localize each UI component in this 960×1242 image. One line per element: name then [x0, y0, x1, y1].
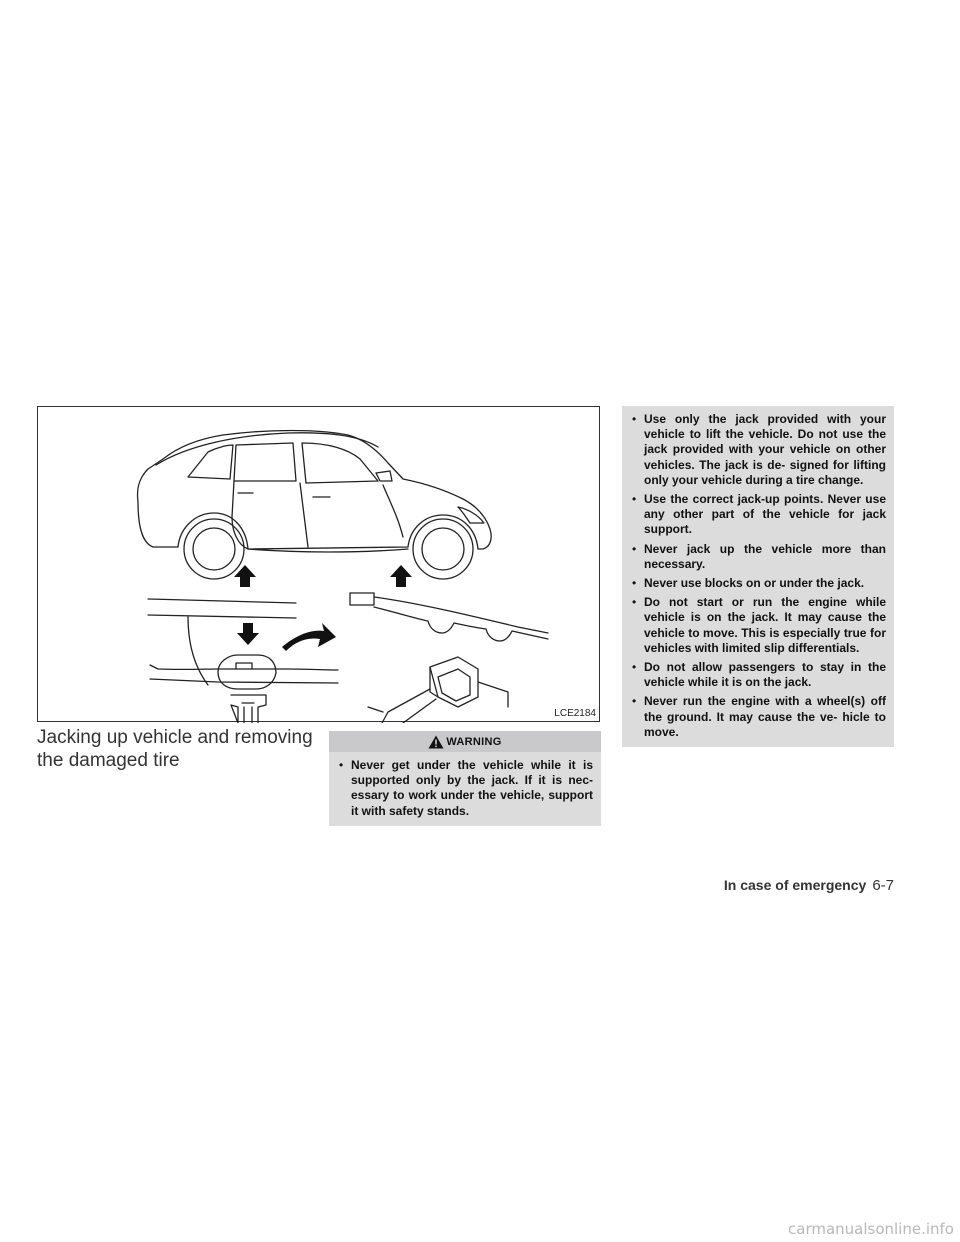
curved-arrow	[282, 623, 336, 651]
front-jack-point-arrow	[390, 565, 412, 587]
front-window	[302, 443, 378, 483]
jacking-illustration-figure	[37, 406, 600, 722]
warning-item: • Use only the jack provided with your vehicle to lift the vehicle. Do not use the jack provided with your vehicle on other vehicles. The jack is de- signed for lifting only your vehicle during a tire change.	[632, 412, 886, 488]
warning-item: • Never jack up the vehicle more than necessary.	[632, 542, 886, 572]
warning-item: • Never run the engine with a wheel(s) off the ground. It may cause the ve- hicle to move.	[632, 694, 886, 740]
warning-body-left	[329, 752, 601, 826]
warning-label: WARNING	[446, 735, 502, 748]
page-number: 6-7	[872, 877, 894, 894]
warning-item: • Do not start or run the engine while vehicle is on the jack. It may cause the vehicle to move. This is especially true for vehicles with limited slip differentials.	[632, 595, 886, 656]
warning-triangle-icon	[428, 735, 444, 749]
warning-item: • Do not allow passengers to stay in the vehicle while it is on the jack.	[632, 660, 886, 690]
warning-item: • Use the correct jack-up points. Never use any other part of the vehicle for jack support.	[632, 492, 886, 538]
jack-saddle-outline	[218, 655, 276, 689]
page-footer	[724, 877, 894, 894]
middle-window	[234, 443, 296, 481]
rear-window	[188, 445, 233, 479]
figure-code: LCE2184	[554, 708, 596, 719]
jack-point-arrows	[234, 565, 412, 587]
downward-arrow	[237, 623, 259, 645]
warning-box-right	[622, 406, 894, 747]
warning-item: • Never get under the vehicle while it is supported only by the jack. If it is nec- essary to work under the vehicle, support it with safety stands.	[339, 758, 593, 819]
section-title: Jacking up vehicle and removing the damaged tire	[37, 727, 313, 771]
watermark[interactable]: carmanualsonline.info	[788, 1220, 954, 1238]
warning-box-left	[329, 731, 601, 826]
jack-head	[231, 695, 266, 723]
warning-header	[329, 731, 601, 752]
warning-item: • Never use blocks on or under the jack.	[632, 576, 886, 591]
footer-section-name: In case of emergency	[723, 877, 867, 893]
warning-body-right	[622, 406, 894, 747]
vehicle-jack-illustration	[38, 407, 601, 723]
